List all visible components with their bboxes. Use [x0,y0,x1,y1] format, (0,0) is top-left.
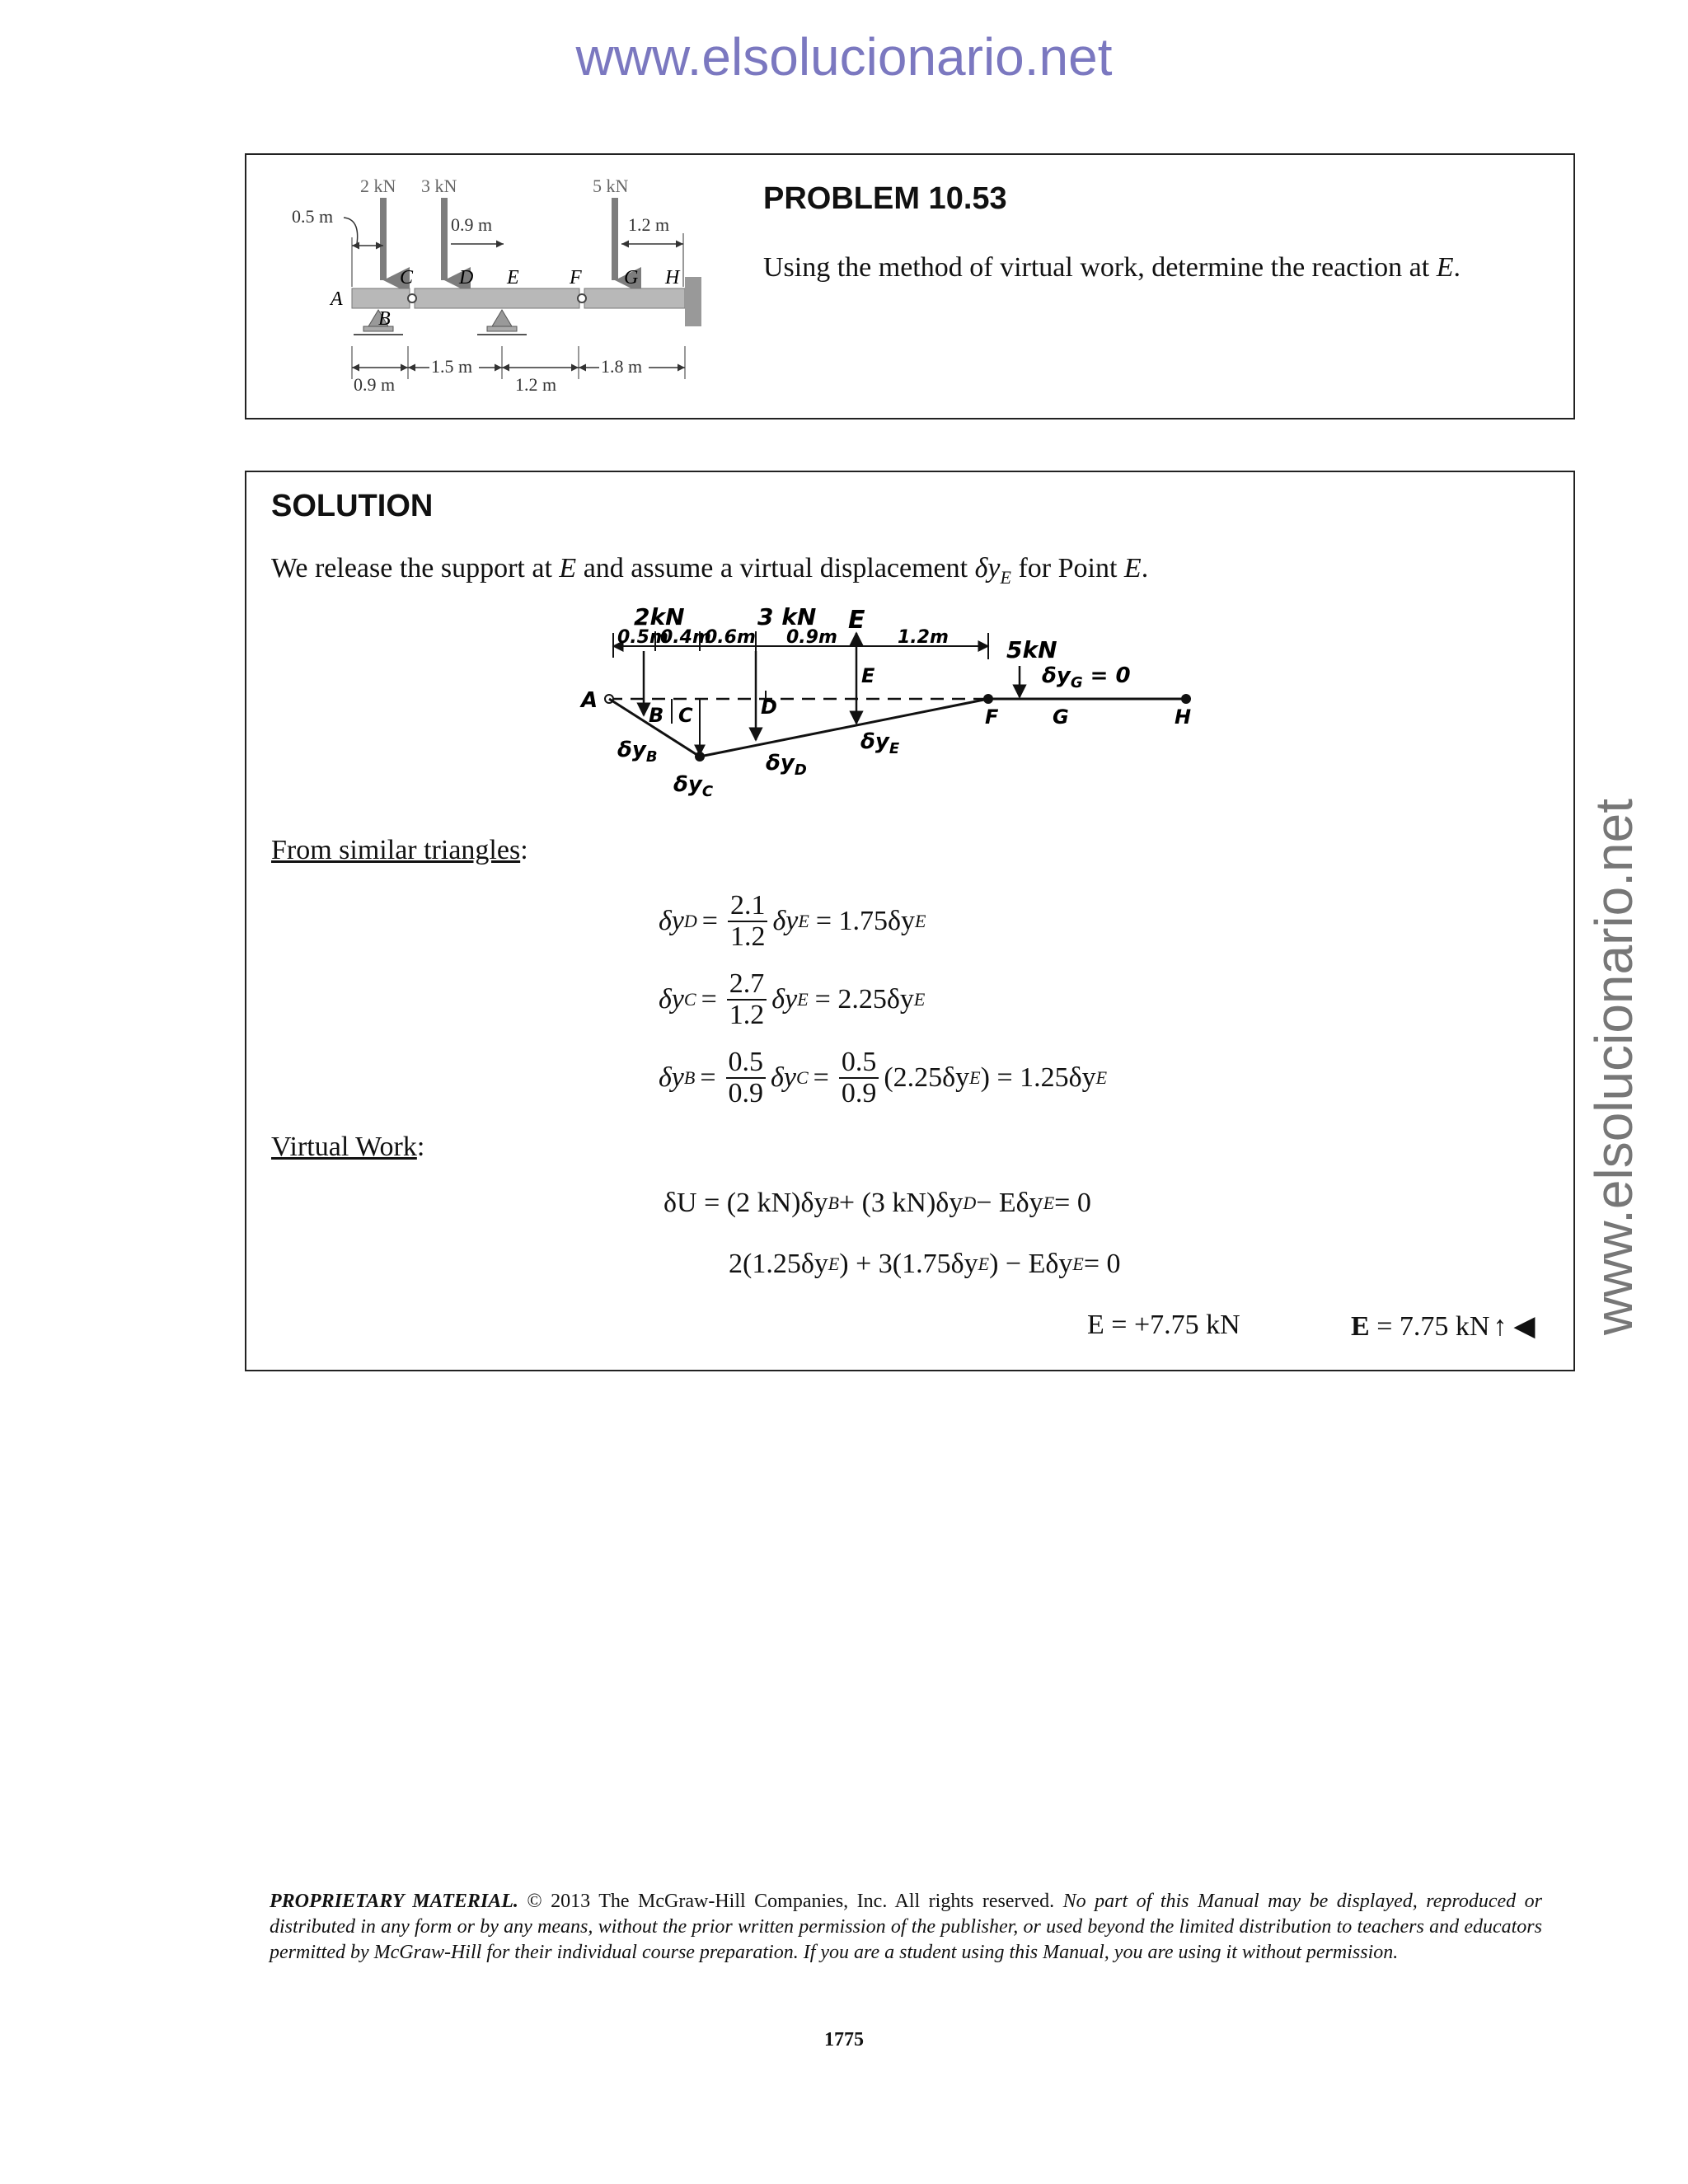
pt-h: H [665,267,680,288]
load-label-5kn: 5 kN [593,176,629,196]
displacement-sketch [576,600,1268,831]
sk-pt-g: G [1053,705,1069,729]
sk-dy-d: $\delta y_D$ [766,751,807,779]
pt-f: F [570,267,582,288]
sk-pt-a: A [581,688,598,713]
virtual-work-equation-2: 2(1.25δy E ) + 3(1.75δy E ) − Eδy E = 0 [729,1249,1121,1279]
result-value: E = +7.75 kN [1087,1310,1240,1340]
sk-dy-g: $\delta y_G = 0$ [1042,663,1131,691]
equation-dy-b: δy B = $\frac{0.5}{0.9}$ δy C = $\frac{0.5}{0.9}$ (2.25δy E ) = 1.25δy E [659,1047,1108,1108]
page-number: 1775 [824,2029,864,2050]
hinge-c [408,294,416,302]
dim-15m: 1.5 m [431,356,473,377]
solution-intro: We release the support at E and assume a virtual displacement $\delta y_E$ for Point E. [271,553,1149,588]
load-label-2kn: 2 kN [360,176,396,196]
pt-b: B [378,308,391,330]
sk-dim-12: 1.2m [898,627,949,648]
up-arrow-icon: ↑ [1493,1311,1507,1342]
sk-pt-e: E [861,664,875,687]
solution-box [245,471,1575,1371]
sk-pt-c: C [678,704,693,727]
dim-09m-top: 0.9 m [451,214,493,235]
load-label-3kn: 3 kN [421,176,457,196]
equation-dy-d: δy D = $\frac{2.1}{1.2}$ δy E = 1.75δy E [659,890,926,952]
answer-marker-icon: ◀ [1513,1311,1536,1342]
sk-dim-04: 0.4m [660,627,711,648]
final-answer: E = 7.75 kN ↑ ◀ [1351,1311,1536,1342]
dim-18m: 1.8 m [601,356,643,377]
virtual-work-equation-1: δU = (2 kN)δy B + (3 kN)δy D − Eδy E = 0 [663,1188,1091,1218]
dim-12m-top: 1.2 m [628,214,670,235]
sk-load-2kn: 2kN [634,603,685,630]
sk-pt-b: B [649,704,664,727]
pt-c: C [400,267,414,288]
roller-support-e [477,310,527,335]
sk-dim-09: 0.9m [786,627,837,648]
equation-dy-c: δy C = $\frac{2.7}{1.2}$ δy E = 2.25δy E [659,968,926,1030]
sk-upper-e: E [848,606,865,635]
virtual-work-label: Virtual Work: [271,1132,425,1162]
beam-figure [246,155,708,419]
pt-d: D [459,267,474,288]
problem-statement: Using the method of virtual work, determine the reaction at E. [763,252,1461,283]
dim-12m-bottom: 1.2 m [515,374,557,395]
sk-pt-h: H [1175,705,1192,729]
sk-dy-e: $\delta y_E$ [860,729,900,757]
sk-load-3kn: 3 kN [757,603,817,630]
sk-load-5kn: 5kN [1006,636,1057,663]
problem-box [245,153,1575,419]
dim-09m-bottom: 0.9 m [354,374,396,395]
beam-cf [415,288,579,308]
sk-dy-c: $\delta y_C$ [673,772,714,800]
watermark-top: www.elsolucionario.net [575,27,1113,87]
pt-e: E [507,267,519,288]
sk-pt-f: F [985,705,999,729]
fixed-support-h [685,277,701,326]
sk-dim-05: 0.5m [617,627,668,648]
hinge-f [578,294,586,302]
pt-g: G [624,267,639,288]
dim-05m: 0.5 m [292,206,334,227]
problem-title: PROBLEM 10.53 [763,181,1007,216]
sk-deflected-shape [609,699,988,757]
beam-fh [584,288,685,308]
sk-pt-d: D [761,696,777,719]
watermark-side: www.elsolucionario.net [1584,799,1643,1335]
beam-ab [352,288,410,308]
footer-copyright: PROPRIETARY MATERIAL. © 2013 The McGraw-Hill Companies, Inc. All rights reserved. No part of this Manual may be displayed, reproduced or distributed in any form or by any means, without the prior written permission of the publisher, or used beyond the limited distribution to teachers and educators permitted by McGraw-Hill for their individual course preparation. If you are a student using this Manual, you are using it without permission. [270,1891,1542,1963]
pt-a: A [331,288,343,310]
similar-triangles-label: From similar triangles: [271,835,528,865]
solution-title: SOLUTION [271,489,434,523]
sk-dy-b: $\delta y_B$ [617,738,658,766]
sk-dim-06: 0.6m [705,627,756,648]
